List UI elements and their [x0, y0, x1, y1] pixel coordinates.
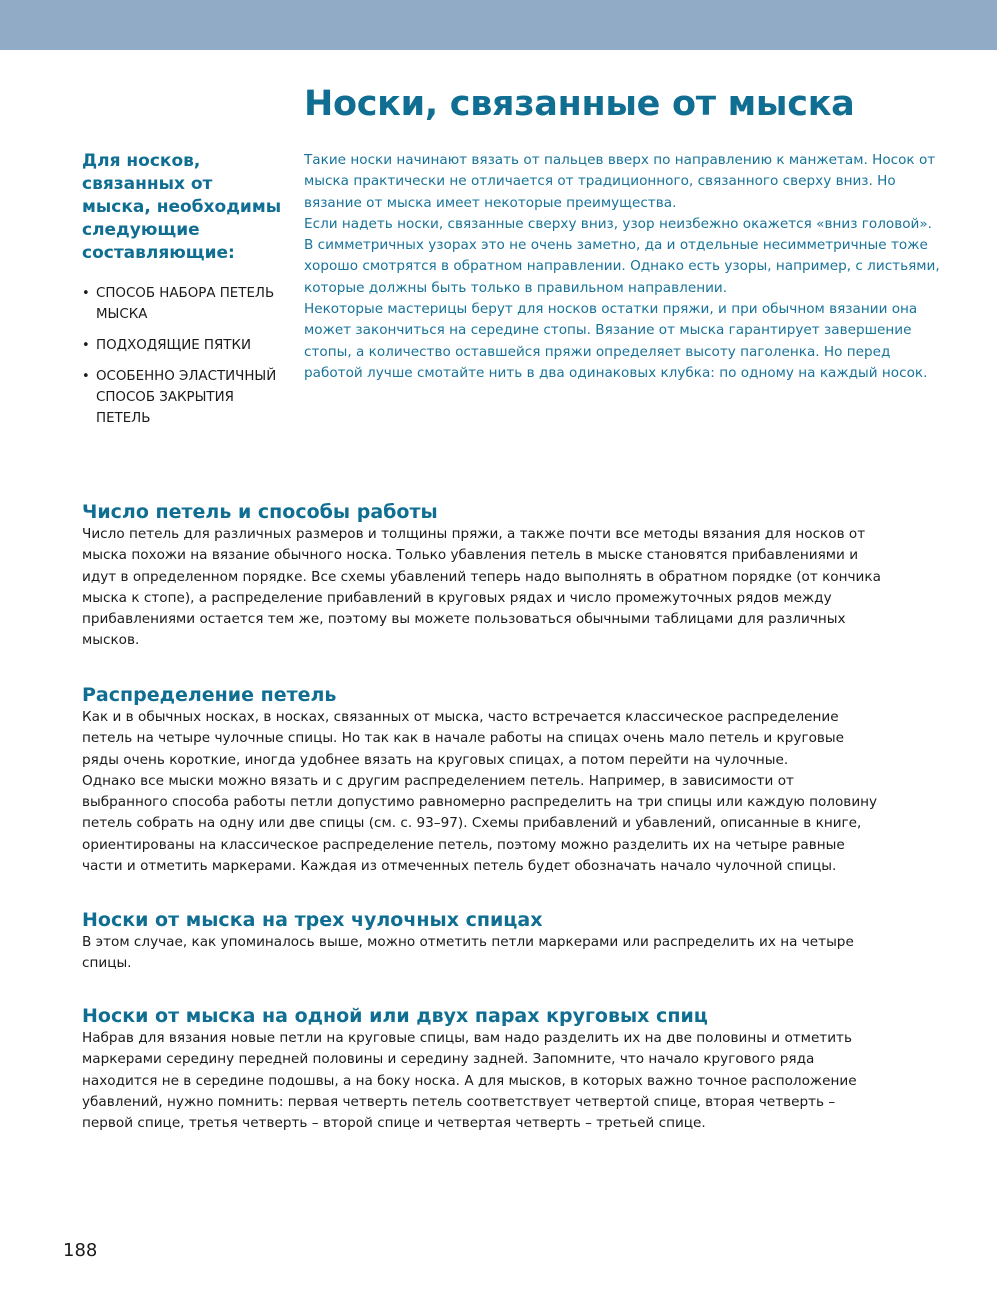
- section-stitch-count: [82, 500, 882, 652]
- intro-paragraph: Если надеть носки, связанные сверху вниз, узор неизбежно окажется «вниз головой». В симметричных узорах это не очень заметно, да и отдельные несимметричные тоже хорошо смотрятся в обратном направлении. Однако есть узоры, например, с листьями, которые должны быть только в правильном направлении.: [304, 215, 940, 296]
- sidebar-box: [82, 150, 282, 439]
- sidebar-heading: Для носков, связанных от мыска, необходимы следующие составляющие:: [82, 151, 282, 263]
- header-band: [0, 0, 997, 50]
- page-title: Носки, связанные от мыска: [304, 84, 855, 124]
- section-circular-needles: [82, 1004, 882, 1134]
- section-heading: Число петель и способы работы: [82, 501, 438, 523]
- section-heading: Носки от мыска на одной или двух парах круговых спиц: [82, 1005, 708, 1027]
- intro-paragraph: Такие носки начинают вязать от пальцев вверх по направлению к манжетам. Носок от мыска практически не отличается от традиционного, связанного сверху вниз. Но вязание от мыска имеет некоторые преимущества.: [304, 152, 936, 211]
- sidebar-list-item: • СПОСОБ НАБОРА ПЕТЕЛЬ МЫСКА: [82, 283, 282, 325]
- sidebar-list-item: • ПОДХОДЯЩИЕ ПЯТКИ: [82, 335, 282, 356]
- section-heading: Носки от мыска на трех чулочных спицах: [82, 909, 543, 931]
- bullet-icon: •: [82, 369, 90, 384]
- intro-text: [304, 150, 944, 384]
- sidebar-list-item: • ОСОБЕННО ЭЛАСТИЧНЫЙ СПОСОБ ЗАКРЫТИЯ ПЕТЕЛЬ: [82, 366, 282, 429]
- section-paragraph: Как и в обычных носках, в носках, связанных от мыска, часто встречается классическое распределение петель на четыре чулочные спицы. Но так как в начале работы на спицах очень мало петель и круговые ряды очень короткие, иногда удобнее вязать на круговых спицах, а потом перейти на чулочные.: [82, 709, 845, 768]
- section-heading: Распределение петель: [82, 684, 337, 706]
- section-three-needles: [82, 908, 882, 975]
- section-paragraph: В этом случае, как упоминалось выше, можно отметить петли маркерами или распределить их на четыре спицы.: [82, 934, 854, 972]
- section-paragraph: Набрав для вязания новые петли на круговые спицы, вам надо разделить их на две половины и отметить маркерами середину передней половины и середину задней. Запомните, что начало кругового ряда находится не в середине подошвы, а на боку носка. А для мысков, в которых важно точное расположение убавлений, нужно помнить: первая четверть петель соответствует четвертой спице, вторая четверть – первой спице, третья четверть – второй спице и четвертая четверть – третьей спице.: [82, 1030, 857, 1132]
- section-paragraph: Однако все мыски можно вязать и с другим распределением петель. Например, в зависимости от выбранного способа работы петли допустимо равномерно распределить на три спицы или каждую половину петель собрать на одну или две спицы (см. с. 93–97). Схемы прибавлений и убавлений, описанные в книге, ориентированы на классическое распределение петель, поэтому можно разделить их на четыре равные части и отметить маркерами. Каждая из отмеченных петель будет обозначать начало чулочной спицы.: [82, 772, 878, 875]
- sidebar-list: [82, 283, 282, 429]
- section-stitch-distribution: [82, 683, 882, 877]
- bullet-icon: •: [82, 286, 90, 301]
- bullet-icon: •: [82, 338, 90, 353]
- intro-paragraph: Некоторые мастерицы берут для носков остатки пряжи, и при обычном вязании она может закончиться на середине стопы. Вязание от мыска гарантирует завершение стопы, а количество оставшейся пряжи определяет высоту паголенка. Но перед работой лучше смотайте нить в два одинаковых клубка: по одному на каждый носок.: [304, 301, 928, 381]
- section-paragraph: Число петель для различных размеров и толщины пряжи, а также почти все методы вязания для носков от мыска похожи на вязание обычного носка. Только убавления петель в мыске становятся прибавлениями и идут в определенном порядке. Все схемы убавлений теперь надо выполнять в обратном порядке (от кончика мыска к стопе), а распределение прибавлений в круговых рядах и число промежуточных рядов между прибавлениями остается тем же, поэтому вы можете пользоваться обычными таблицами для различных мысков.: [82, 526, 881, 649]
- page-number: 188: [63, 1240, 98, 1261]
